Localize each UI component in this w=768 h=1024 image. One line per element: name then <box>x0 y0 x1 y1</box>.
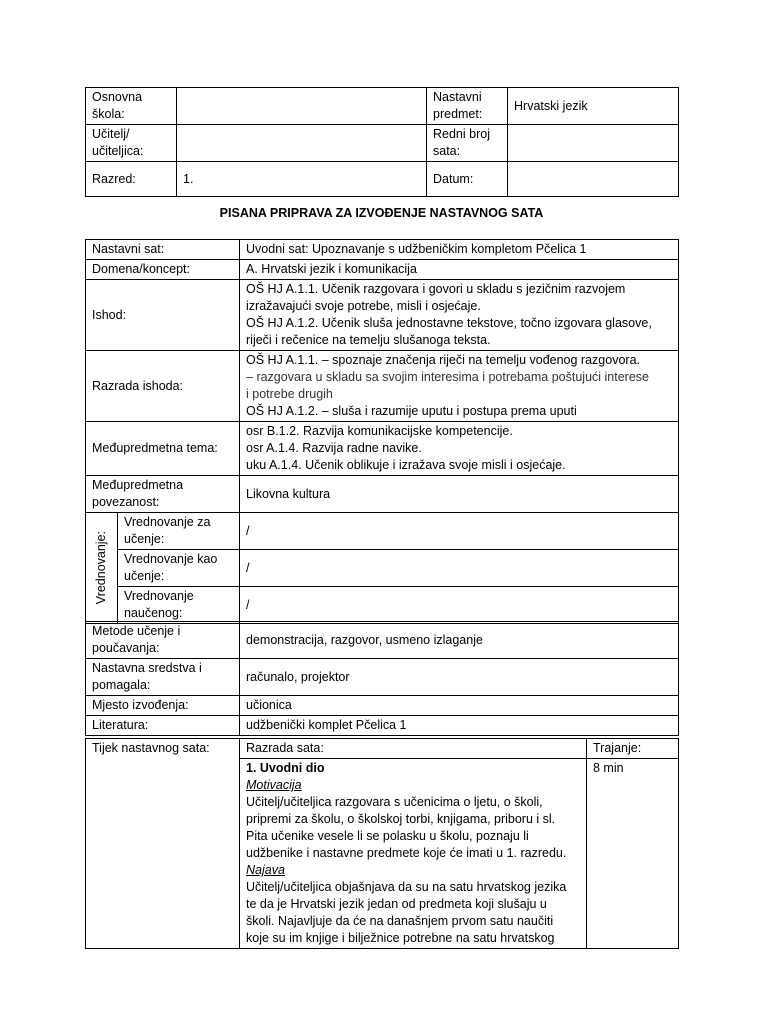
page-title: PISANA PRIPRAVA ZA IZVOĐENJE NASTAVNOG SATA <box>219 206 544 220</box>
teacher-value <box>177 125 427 162</box>
outcome-line: riječi i rečenice na temelju slušanoga teksta. <box>246 333 491 347</box>
duration-header: Trajanje: <box>587 739 679 759</box>
place-label: Mjesto izvođenja: <box>86 696 240 716</box>
cross-theme-line: osr A.1.4. Razvija radne navike. <box>246 441 422 455</box>
announcement-line: školi. Najavljuje da će na današnjem prvom satu naučiti <box>246 914 554 928</box>
lesson-number-label: Redni broj sata: <box>427 125 508 162</box>
eval-as-value: / <box>240 550 679 587</box>
lesson-label: Nastavni sat: <box>86 240 240 260</box>
lesson-flow-content <box>240 759 587 949</box>
evaluation-label: Vrednovanje: <box>94 531 108 605</box>
place-value: učionica <box>240 696 679 716</box>
motivation-line: Učitelj/učiteljica razgovara s učenicima o ljetu, o školi, <box>246 795 543 809</box>
eval-of-label: Vrednovanje naučenog: <box>118 587 240 624</box>
header-table <box>85 87 679 197</box>
cross-theme-line: uku A.1.4. Učenik oblikuje i izražava svoje misli i osjećaje. <box>246 458 566 472</box>
date-label: Datum: <box>427 162 508 197</box>
methods-value: demonstracija, razgovor, usmeno izlaganje <box>240 622 679 659</box>
date-value <box>508 162 679 197</box>
announcement-line: te da je Hrvatski jezik jedan od predmeta koji slušaju u <box>246 897 547 911</box>
flow-label: Tijek nastavnog sata: <box>86 739 240 949</box>
methods-label: Metode učenje i poučavanja: <box>86 622 240 659</box>
outcome-line: izražavajući svoje potrebe, misli i osjećaje. <box>246 299 481 313</box>
outcome-line: OŠ HJ A.1.2. Učenik sluša jednostavne tekstove, točno izgovara glasove, <box>246 316 652 330</box>
teacher-label: Učitelj/ učiteljica: <box>86 125 177 162</box>
outcome-line: OŠ HJ A.1.1. Učenik razgovara i govori u skladu s jezičnim razvojem <box>246 282 626 296</box>
elaboration-line: OŠ HJ A.1.1. – spoznaje značenja riječi na temelju vođenog razgovora. <box>246 353 640 367</box>
elaboration-label: Razrada ishoda: <box>86 351 240 422</box>
cross-theme-label: Međupredmetna tema: <box>86 422 240 476</box>
elaboration-value <box>240 351 679 422</box>
tools-label: Nastavna sredstva i pomagala: <box>86 659 240 696</box>
school-value <box>177 88 427 125</box>
motivation-line: Pita učenike vesele li se polasku u školu, poznaju li <box>246 829 529 843</box>
eval-as-label: Vrednovanje kao učenje: <box>118 550 240 587</box>
announcement-heading: Najava <box>246 863 285 877</box>
elaboration-line: OŠ HJ A.1.2. – sluša i razumije uputu i postupa prema uputi <box>246 404 577 418</box>
announcement-line: Učitelj/učiteljica objašnjava da su na satu hrvatskog jezika <box>246 880 567 894</box>
lesson-value: Uvodni sat: Upoznavanje s udžbeničkim kompletom Pčelica 1 <box>240 240 679 260</box>
correlation-label: Međupredmetna povezanost: <box>86 476 240 513</box>
eval-for-label: Vrednovanje za učenje: <box>118 513 240 550</box>
eval-for-value: / <box>240 513 679 550</box>
subject-value: Hrvatski jezik <box>508 88 679 125</box>
lesson-number-value <box>508 125 679 162</box>
school-label: Osnovna škola: <box>86 88 177 125</box>
elaboration-header: Razrada sata: <box>240 739 587 759</box>
plan-table <box>85 239 679 624</box>
domain-label: Domena/koncept: <box>86 260 240 280</box>
flow-table <box>85 738 679 949</box>
outcome-value <box>240 280 679 351</box>
methods-table <box>85 621 679 736</box>
domain-value: A. Hrvatski jezik i komunikacija <box>240 260 679 280</box>
section-title: 1. Uvodni dio <box>246 761 325 775</box>
subject-label: Nastavni predmet: <box>427 88 508 125</box>
announcement-line: koje su im knjige i bilježnice potrebne na satu hrvatskog <box>246 931 555 945</box>
tools-value: računalo, projektor <box>240 659 679 696</box>
elaboration-line: – razgovara u skladu sa svojim interesima i potrebama poštujući interese <box>246 370 649 384</box>
grade-label: Razred: <box>86 162 177 197</box>
outcome-label: Ishod: <box>86 280 240 351</box>
evaluation-label-cell <box>86 513 118 624</box>
motivation-line: pripremi za školu, o školskoj torbi, knjigama, priboru i sl. <box>246 812 556 826</box>
cross-theme-value <box>240 422 679 476</box>
grade-value: 1. <box>177 162 427 197</box>
eval-of-value: / <box>240 587 679 624</box>
duration-value: 8 min <box>587 759 679 949</box>
motivation-heading: Motivacija <box>246 778 302 792</box>
correlation-value: Likovna kultura <box>240 476 679 513</box>
literature-label: Literatura: <box>86 716 240 736</box>
literature-value: udžbenički komplet Pčelica 1 <box>240 716 679 736</box>
cross-theme-line: osr B.1.2. Razvija komunikacijske kompetencije. <box>246 424 513 438</box>
elaboration-line: i potrebe drugih <box>246 387 333 401</box>
motivation-line: udžbenike i nastavne predmete koje će imati u 1. razredu. <box>246 846 567 860</box>
